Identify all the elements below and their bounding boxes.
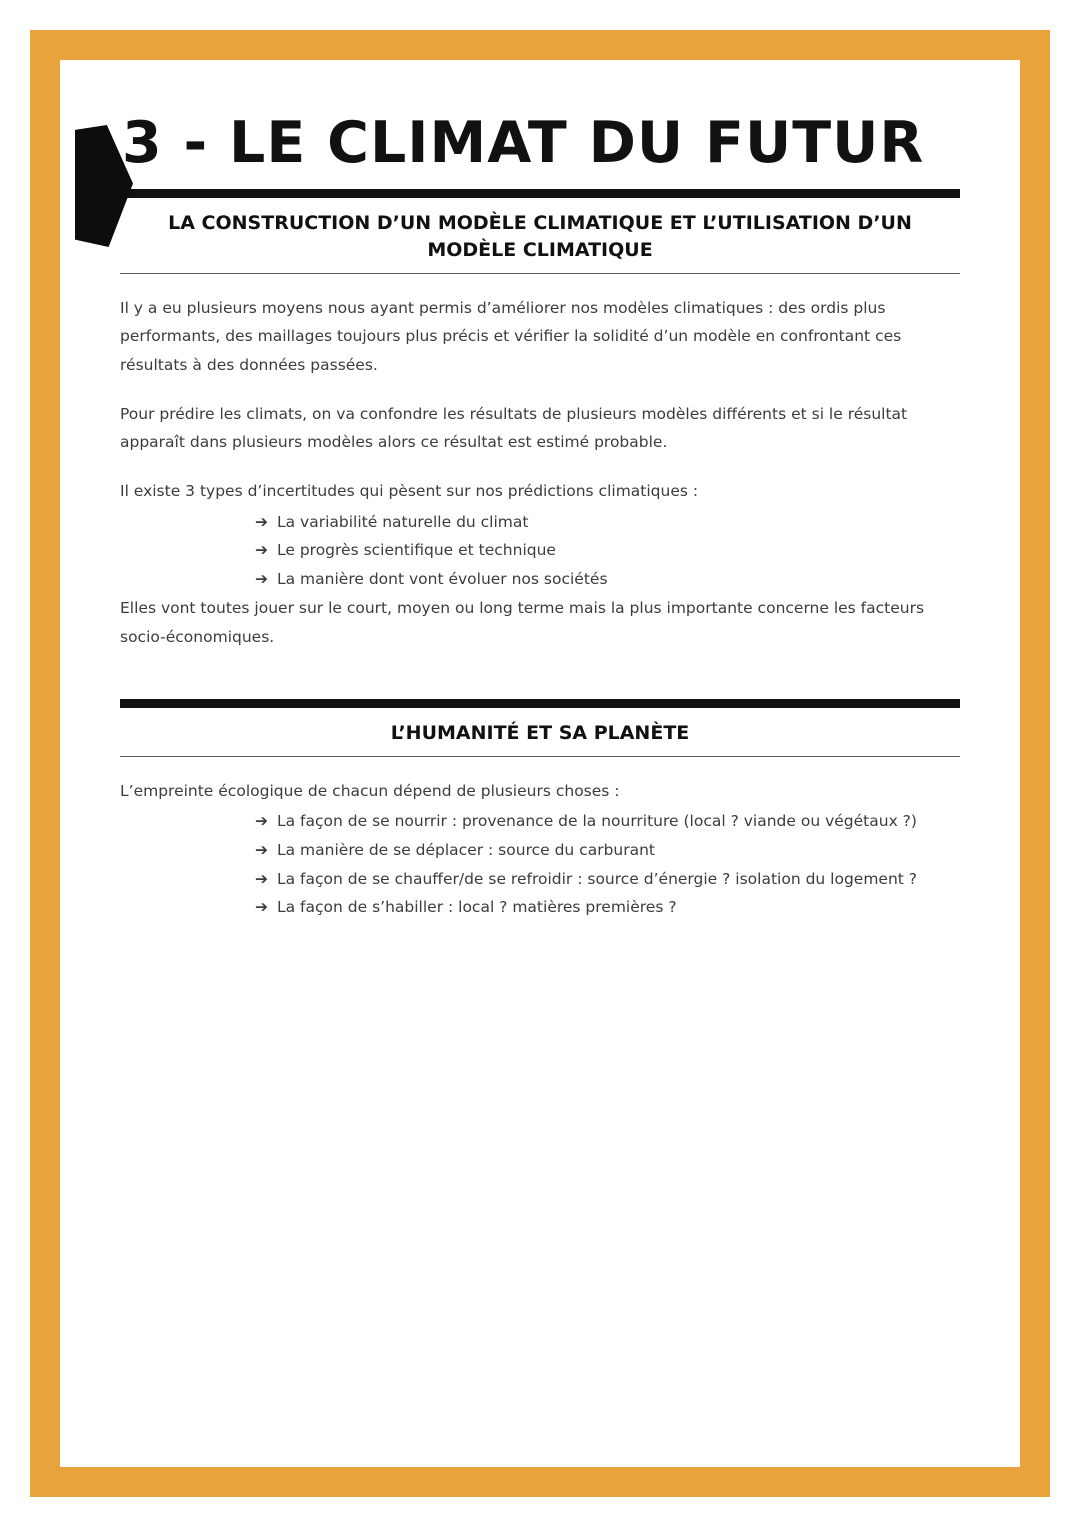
paragraph: Il existe 3 types d’incertitudes qui pèsent sur nos prédictions climatiques : <box>120 482 699 501</box>
list-item <box>255 865 960 894</box>
list-item <box>255 508 960 537</box>
section-divider-bar <box>120 189 960 198</box>
bullet-list <box>120 508 960 594</box>
arrow-bullet-icon: ➔ <box>255 812 268 831</box>
arrow-bullet-icon: ➔ <box>255 541 268 560</box>
bullet-text: La façon de s’habiller : local ? matières premières ? <box>277 898 677 917</box>
bullet-text: La manière de se déplacer : source du carburant <box>277 841 656 860</box>
bullet-text: La variabilité naturelle du climat <box>277 512 529 531</box>
bullet-text: La façon de se nourrir : provenance de la nourriture (local ? viande ou végétaux ?) <box>277 812 917 831</box>
bullet-text: Le progrès scientifique et technique <box>277 541 556 560</box>
bullet-text: La manière dont vont évoluer nos sociétés <box>277 570 608 589</box>
paragraph: Pour prédire les climats, on va confondre les résultats de plusieurs modèles différents et si le résultat apparaît dans plusieurs modèles alors ce résultat est estimé probable. <box>120 404 908 452</box>
bullet-list <box>120 807 960 922</box>
list-item <box>255 836 960 865</box>
arrow-bullet-icon: ➔ <box>255 841 268 860</box>
arrow-bullet-icon: ➔ <box>255 512 268 531</box>
list-item <box>255 893 960 922</box>
arrow-bullet-icon: ➔ <box>255 898 268 917</box>
section-heading-humanite-planete: L’HUMANITÉ ET SA PLANÈTE <box>120 718 960 757</box>
paragraph: Il y a eu plusieurs moyens nous ayant permis d’améliorer nos modèles climatiques : des ordis plus performants, des maillages toujours plus précis et vérifier la solidité d’un modèle en confrontant ces résultats à des données passées. <box>120 298 902 375</box>
paragraph: Elles vont toutes jouer sur le court, moyen ou long terme mais la plus importante concerne les facteurs socio-économiques. <box>120 598 925 646</box>
list-item <box>255 536 960 565</box>
section-heading-model-climatique: LA CONSTRUCTION D’UN MODÈLE CLIMATIQUE ET L’UTILISATION D’UN MODÈLE CLIMATIQUE <box>120 208 960 274</box>
page-title: 3 - LE CLIMAT DU FUTUR <box>122 110 925 176</box>
list-item <box>255 807 960 836</box>
paragraph: L’empreinte écologique de chacun dépend de plusieurs choses : <box>120 781 620 800</box>
list-item <box>255 565 960 594</box>
bullet-text: La façon de se chauffer/de se refroidir : source d’énergie ? isolation du logement ? <box>277 869 918 888</box>
page-border-frame <box>30 30 1050 1497</box>
arrow-bullet-icon: ➔ <box>255 570 268 589</box>
page-content <box>60 60 1020 922</box>
section-divider-bar <box>120 699 960 708</box>
arrow-bullet-icon: ➔ <box>255 869 268 888</box>
section-spacer <box>120 651 960 685</box>
